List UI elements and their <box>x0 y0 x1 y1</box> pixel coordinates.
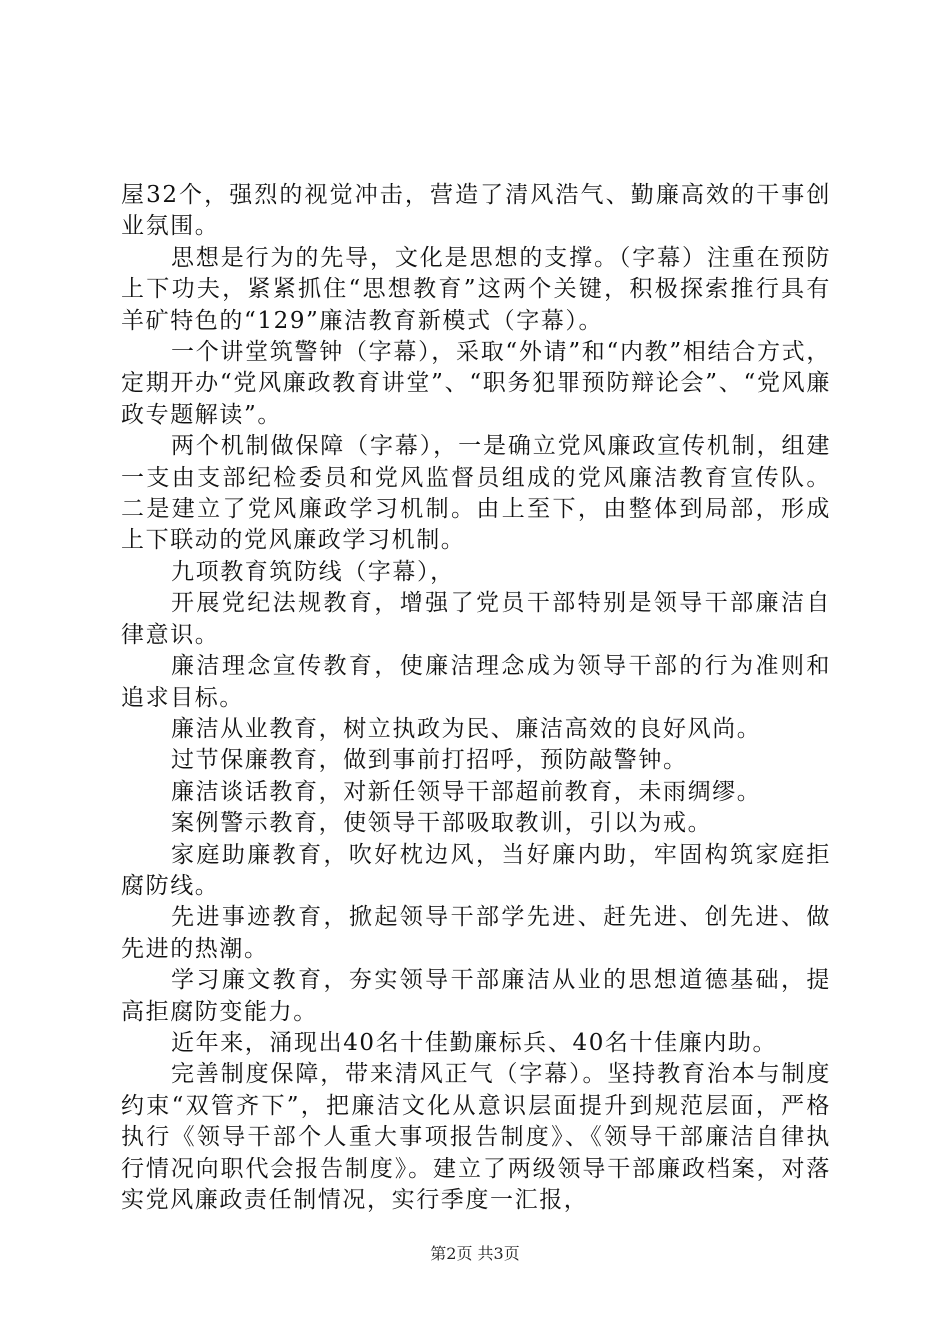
paragraph: 近年来，涌现出40名十佳勤廉标兵、40名十佳廉内助。 <box>171 1029 778 1056</box>
paragraph: 廉洁从业教育，树立执政为民、廉洁高效的良好风尚。 <box>171 715 762 742</box>
paragraph: 家庭助廉教育，吹好枕边风，当好廉内助，牢固构筑家庭拒腐防线。 <box>121 841 831 899</box>
paragraph: 廉洁理念宣传教育，使廉洁理念成为领导干部的行为准则和追求目标。 <box>121 653 831 711</box>
paragraph: 两个机制做保障（字幕），一是确立党风廉政宣传机制，组建一支由支部纪检委员和党风监督员组成的党风廉洁教育宣传队。二是建立了党风廉政学习机制。由上至下，由整体到局部，形成上下联动的党风廉政学习机制。 <box>121 433 831 554</box>
paragraph: 屋32个，强烈的视觉冲击，营造了清风浩气、勤廉高效的干事创业氛围。 <box>121 182 831 240</box>
document-body <box>121 180 831 1216</box>
paragraph: 学习廉文教育，夯实领导干部廉洁从业的思想道德基础，提高拒腐防变能力。 <box>121 967 831 1025</box>
paragraph: 案例警示教育，使领导干部吸取教训，引以为戒。 <box>171 810 713 837</box>
paragraph: 廉洁谈话教育，对新任领导干部超前教育，未雨绸缪。 <box>171 778 762 805</box>
paragraph: 过节保廉教育，做到事前打招呼，预防敲警钟。 <box>171 747 688 774</box>
paragraph: 九项教育筑防线（字幕）， <box>171 558 455 585</box>
paragraph: 一个讲堂筑警钟（字幕），采取“外请”和“内教”相结合方式，定期开办“党风廉政教育讲堂”、“职务犯罪预防辩论会”、“党风廉政专题解读”。 <box>121 339 831 428</box>
paragraph: 先进事迹教育，掀起领导干部学先进、赶先进、创先进、做先进的热潮。 <box>121 904 831 962</box>
paragraph: 完善制度保障，带来清风正气（字幕）。坚持教育治本与制度约束“双管齐下”，把廉洁文化从意识层面提升到规范层面，严格执行《领导干部个人重大事项报告制度》、《领导干部廉洁自律执行情况向职代会报告制度》。建立了两级领导干部廉政档案，对落实党风廉政责任制情况，实行季度一汇报， <box>121 1061 831 1213</box>
paragraph: 开展党纪法规教育，增强了党员干部特别是领导干部廉洁自律意识。 <box>121 590 831 648</box>
paragraph: 思想是行为的先导，文化是思想的支撑。（字幕）注重在预防上下功夫，紧紧抓住“思想教育”这两个关键，积极探索推行具有羊矿特色的“129”廉洁教育新模式（字幕）。 <box>121 244 831 334</box>
page-number-footer: 第2页 共3页 <box>430 1244 520 1263</box>
